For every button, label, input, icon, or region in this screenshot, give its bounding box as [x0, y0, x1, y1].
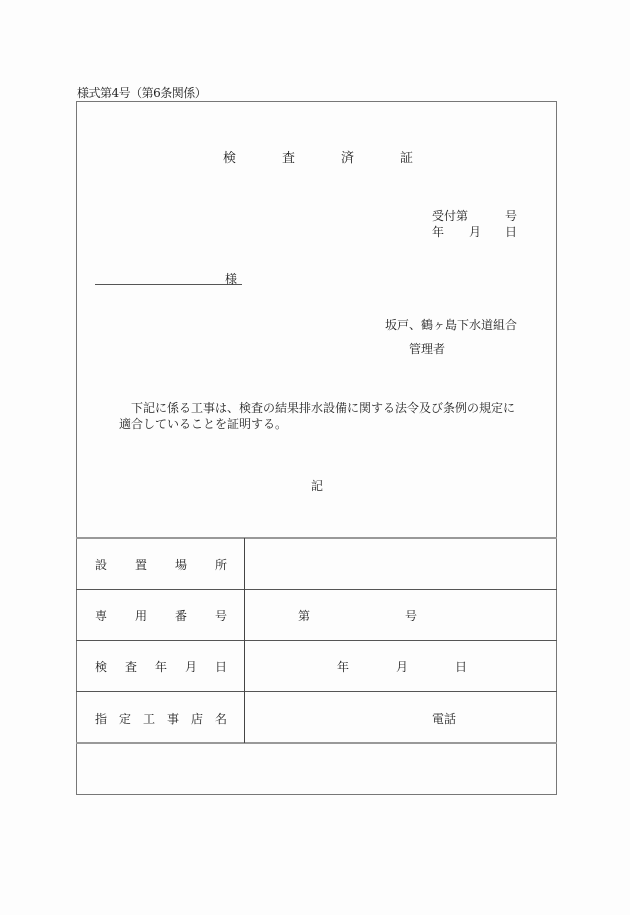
contractor-field[interactable]: [246, 692, 555, 741]
receipt-month: 月: [469, 225, 482, 239]
label-char: 置: [135, 558, 148, 572]
dedicated-number-field[interactable]: [246, 590, 555, 639]
addressee-honorific: 様: [225, 272, 238, 286]
label-char: 査: [125, 660, 138, 674]
dedicated-number-suffix: 号: [405, 609, 418, 623]
location-field[interactable]: [246, 539, 555, 588]
certification-line: 下記に係る工事は、検査の結果排水設備に関する法令及び条例の規定に: [119, 401, 516, 415]
label-char: 号: [215, 609, 228, 623]
receipt-number-prefix: 受付第: [432, 209, 469, 223]
remarks-field[interactable]: [77, 744, 555, 793]
column-divider: [244, 538, 245, 743]
title-char: 査: [282, 151, 296, 166]
certification-line: 適合していることを証明する。: [119, 417, 288, 431]
ki-heading: 記: [311, 479, 324, 493]
label-char: 検: [95, 660, 108, 674]
label-char: 所: [215, 558, 228, 572]
form-number-label: 様式第4号（第6条関係）: [77, 86, 207, 100]
receipt-day: 日: [505, 225, 518, 239]
label-char: 用: [135, 609, 148, 623]
label-char: 月: [185, 660, 198, 674]
label-char: 店: [191, 712, 204, 726]
label-char: 指: [95, 712, 108, 726]
inspection-day: 日: [455, 660, 468, 674]
label-char: 工: [143, 712, 156, 726]
issuer-organization: 坂戸、鶴ヶ島下水道組合: [385, 318, 518, 332]
addressee-field[interactable]: [95, 284, 242, 285]
title-char: 検: [223, 151, 237, 166]
label-char: 事: [167, 712, 180, 726]
title-char: 証: [400, 151, 414, 166]
issuer-title: 管理者: [409, 342, 446, 356]
label-char: 定: [119, 712, 132, 726]
inspection-month: 月: [396, 660, 409, 674]
certification-text: [119, 400, 529, 432]
label-char: 設: [95, 558, 108, 572]
label-char: 専: [95, 609, 108, 623]
inspection-year: 年: [337, 660, 350, 674]
label-char: 場: [175, 558, 188, 572]
receipt-number-suffix: 号: [505, 209, 518, 223]
label-char: 名: [215, 712, 228, 726]
label-char: 番: [175, 609, 188, 623]
dedicated-number-prefix: 第: [298, 609, 311, 623]
label-char: 年: [155, 660, 168, 674]
label-char: 日: [215, 660, 228, 674]
title-char: 済: [341, 151, 355, 166]
receipt-year: 年: [432, 225, 445, 239]
receipt-info: [432, 208, 522, 240]
phone-label: 電話: [432, 712, 457, 726]
